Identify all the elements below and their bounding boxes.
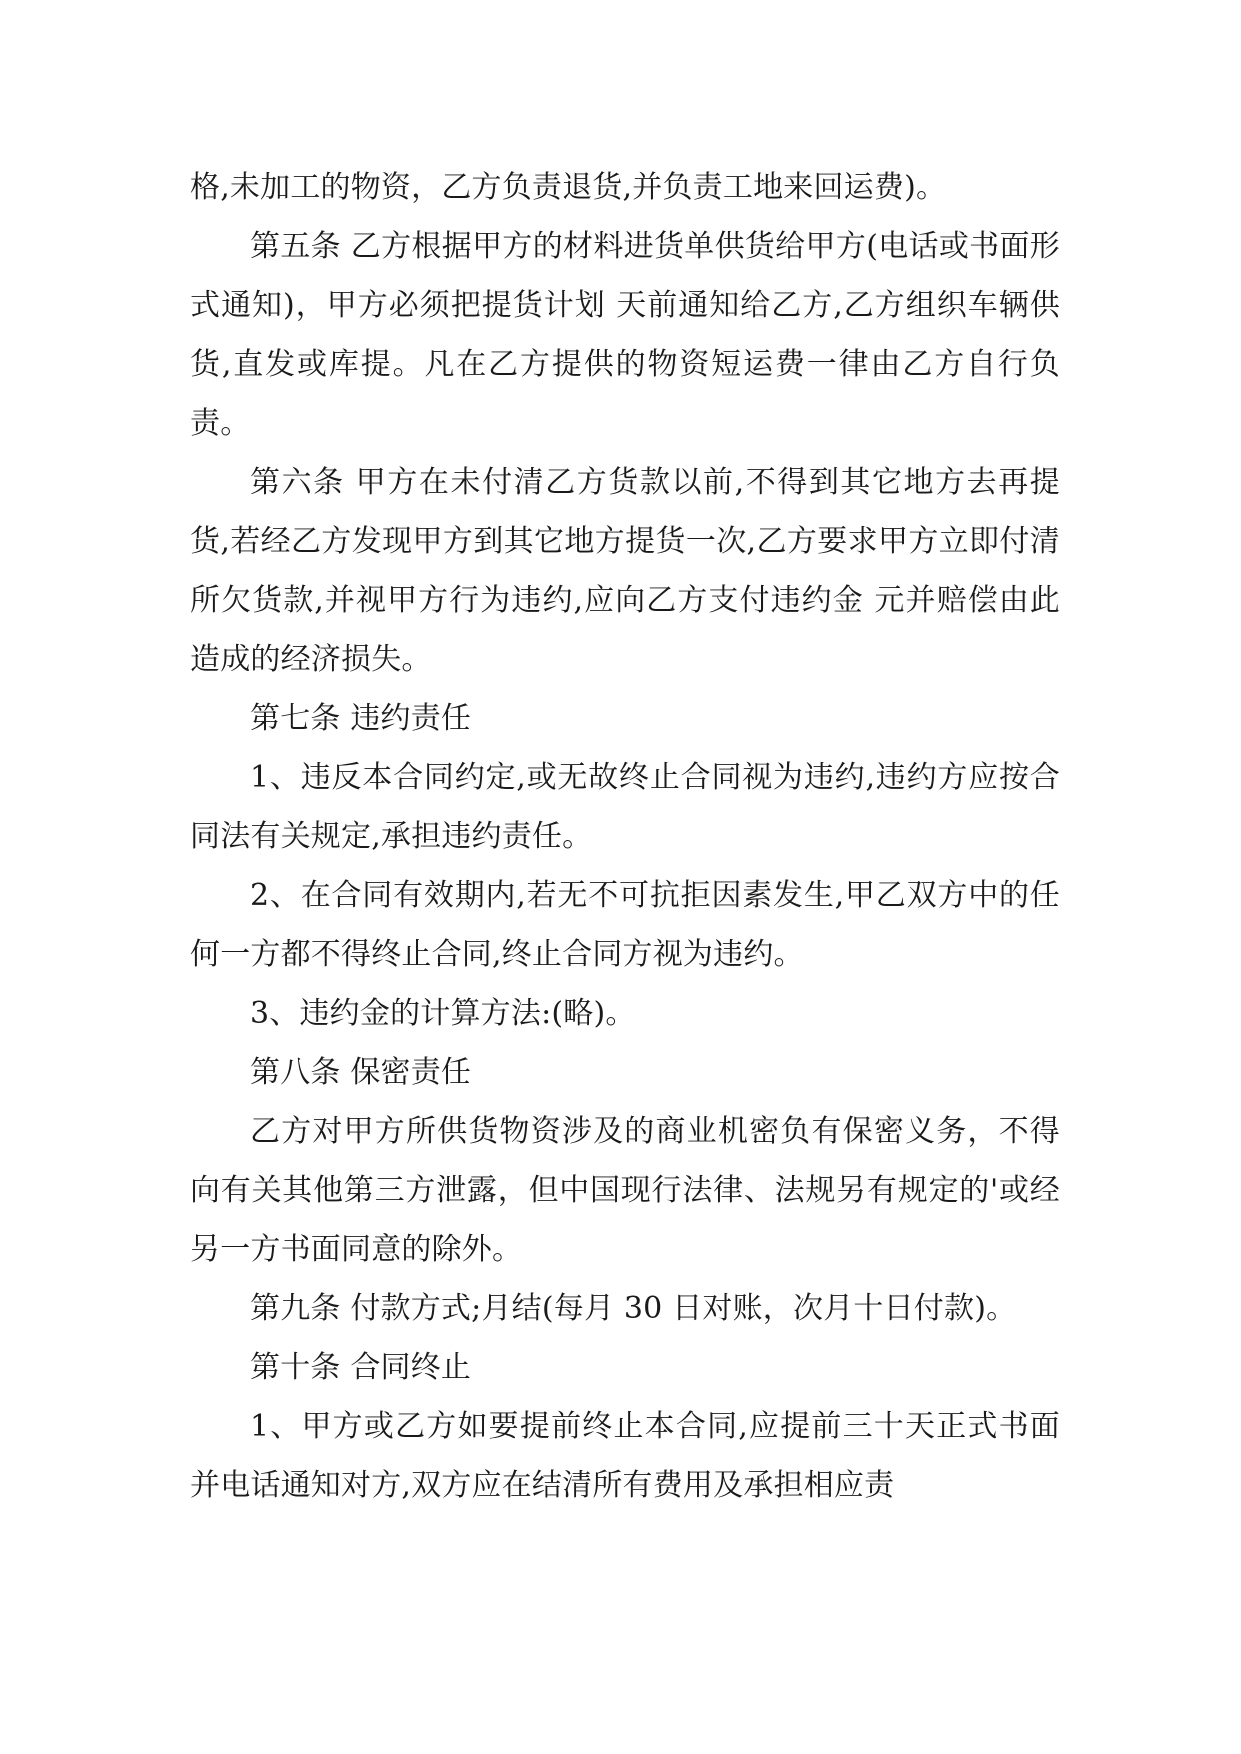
paragraph-article-6: 第六条 甲方在未付清乙方货款以前,不得到其它地方去再提货,若经乙方发现甲方到其它地方提货一次,乙方要求甲方立即付清所欠货款,并视甲方行为违约,应向乙方支付违约金 元并赔偿由此造成的经济损失。 (190, 465, 1060, 677)
heading-article-8: 第八条 保密责任 (250, 1055, 472, 1090)
paragraph-article-8: 乙方对甲方所供货物资涉及的商业机密负有保密义务，不得向有关其他第三方泄露，但中国现行法律、法规另有规定的'或经另一方书面同意的除外。 (190, 1114, 1060, 1267)
heading-article-7: 第七条 违约责任 (250, 701, 472, 736)
paragraph-article-7-item-3: 3、违约金的计算方法:(略)。 (250, 996, 636, 1031)
paragraph-article-7-item-1: 1、违反本合同约定,或无故终止合同视为违约,违约方应按合同法有关规定,承担违约责任。 (190, 760, 1060, 854)
paragraph-article-9: 第九条 付款方式;月结(每月 30 日对账，次月十日付款)。 (250, 1291, 1017, 1326)
paragraph-1: 格,未加工的物资，乙方负责退货,并负责工地来回运费)。 (190, 170, 947, 205)
heading-article-10: 第十条 合同终止 (250, 1350, 472, 1385)
paragraph-article-10-item-1: 1、甲方或乙方如要提前终止本合同,应提前三十天正式书面并电话通知对方,双方应在结清所有费用及承担相应责 (190, 1409, 1060, 1503)
paragraph-article-7-item-2: 2、在合同有效期内,若无不可抗拒因素发生,甲乙双方中的任何一方都不得终止合同,终止合同方视为违约。 (190, 878, 1060, 972)
document-body (190, 158, 1060, 1515)
paragraph-article-5: 第五条 乙方根据甲方的材料进货单供货给甲方(电话或书面形式通知)，甲方必须把提货计划 天前通知给乙方,乙方组织车辆供货,直发或库提。凡在乙方提供的物资短运费一律由乙方自行负责。 (190, 229, 1060, 441)
